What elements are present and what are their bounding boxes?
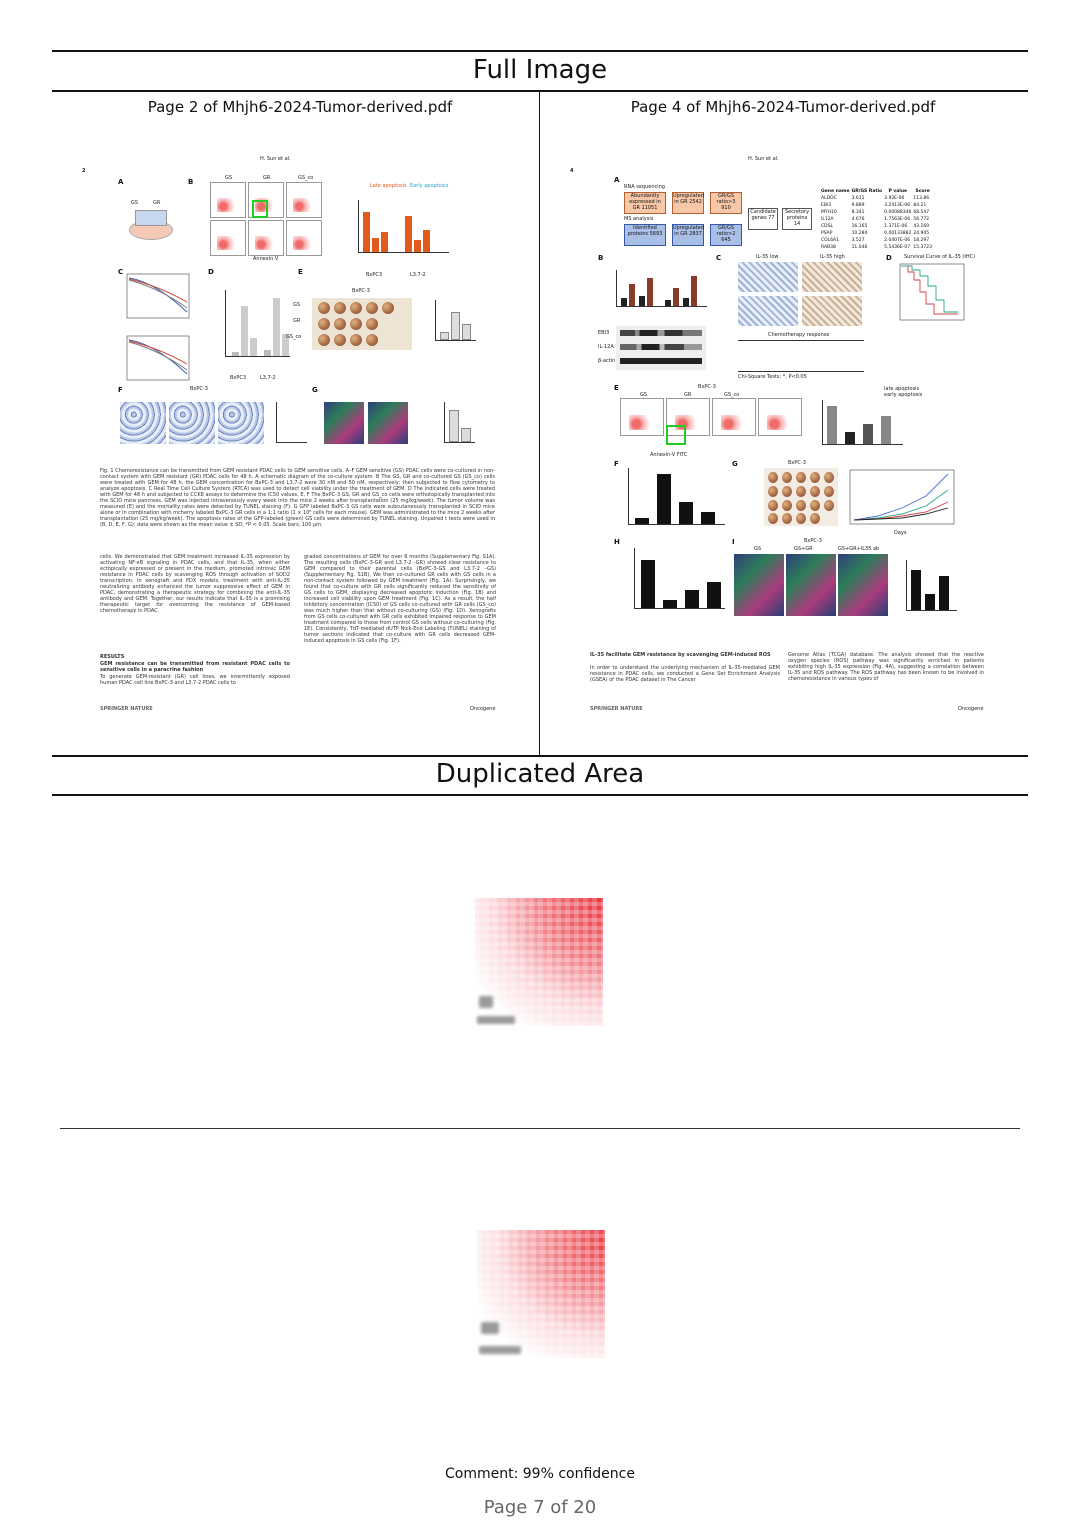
duplication-highlight-r — [666, 425, 686, 445]
r-e-gs: GS — [640, 392, 648, 398]
flow-box-5: Upregulated in GR 2837 — [672, 224, 704, 246]
g-image-gs — [324, 402, 364, 444]
b-xaxis: Annexin V — [253, 256, 279, 262]
r-i-img2 — [786, 554, 836, 616]
r-i-img3 — [838, 554, 888, 616]
flow-box-4: Identified proteins 5693 — [624, 224, 666, 246]
page-indicator: Page 7 of 20 — [483, 1497, 597, 1518]
rtca-curves-c — [125, 272, 195, 402]
pane-divider — [539, 91, 540, 755]
tunel-f — [276, 402, 307, 443]
table-row: COL6A1 3.527 2.0407E-06 18.297 — [821, 238, 930, 243]
survival-title: Survival Curve of IL-35 (IHC) — [904, 254, 976, 260]
panel-label-f: F — [118, 386, 123, 394]
gene-table-header: Gene name GR/GS Ratio P value Score — [821, 189, 930, 194]
g-image-gsgr — [368, 402, 408, 444]
r-panel-label-c: C — [716, 254, 722, 262]
chemo-table — [738, 340, 864, 372]
table-row: RAB38 11.046 5.5436E-07 15.3723 — [821, 245, 932, 250]
panel-label-a: A — [118, 178, 124, 186]
flow-box-1: Abundantly expressed in GR 11051 — [624, 192, 666, 214]
schematic-gr: GR — [153, 200, 161, 206]
results-heading: RESULTS — [100, 654, 125, 660]
e-row-gsco: GS_co — [286, 334, 302, 340]
table-row: MYH10 8.341 0.00088346 68.547 — [821, 210, 930, 215]
r-b-western — [616, 326, 706, 370]
page-number: 2 — [82, 168, 86, 174]
r-g-days: Days — [894, 530, 907, 536]
left-pane-title: Page 2 of Mhjh6-2024-Tumor-derived.pdf — [147, 98, 453, 116]
r-i-gsgrab: GS+GR+IL35 ab — [838, 546, 880, 552]
tumor-photo-e — [312, 298, 412, 350]
duplicated-crop-1 — [475, 898, 603, 1026]
flow-box-6: GR/GS ratio>2 645 — [710, 224, 742, 246]
d-group1: BxPC3 — [230, 375, 247, 381]
table-row: EBI3 9.889 3.2413E-06 84.21 — [821, 203, 927, 208]
r-panel-label-g: G — [732, 460, 738, 468]
tumor-volume-e — [435, 300, 476, 341]
f-title: BxPC-3 — [190, 386, 208, 392]
crop-separator — [60, 1128, 1020, 1129]
top-rule — [52, 50, 1028, 52]
tunel-g — [444, 402, 475, 443]
ihc-3 — [738, 296, 798, 326]
table-row: CDSL 16.165 1.371E-06 43.169 — [821, 224, 930, 229]
right-pdf-page — [568, 150, 988, 720]
running-head-r: H. Sun et al. — [748, 156, 779, 162]
wb-il12a: IL-12A — [598, 344, 614, 350]
ihc-2 — [802, 262, 862, 292]
e-row-gr: GR — [293, 318, 301, 324]
r-g-title: BxPC-3 — [788, 460, 806, 466]
b-col-gs: GS — [225, 175, 233, 181]
r-i-bars — [906, 560, 957, 611]
f-image-gr — [169, 402, 215, 444]
table-row: PSAP 10.284 0.00133882 24.945 — [821, 231, 930, 236]
r-g-tumors — [764, 468, 838, 526]
r-g-growth — [848, 468, 958, 528]
ihc-4 — [802, 296, 862, 326]
ihc-1 — [738, 262, 798, 292]
wb-ebi3: EBI3 — [598, 330, 610, 336]
r-panel-label-i: I — [732, 538, 735, 546]
r-legend-early: early apoptosis — [884, 392, 923, 398]
confidence-comment: Comment: 99% confidence — [445, 1466, 635, 1482]
panel-label-g: G — [312, 386, 318, 394]
chemo-note: Chi-Square Tests: *, P<0.05 — [738, 374, 807, 380]
r-i-gsgr: GS+GR — [794, 546, 813, 552]
results-subheading: GEM resistance can be transmitted from resistant PDAC cells to sensitive cells in a paracrine fashion — [100, 661, 290, 673]
r-panel-label-f: F — [614, 460, 619, 468]
b-group2: L3.7-2 — [410, 272, 426, 278]
fig1-caption: Fig. 1 Chemoresistance can be transmitted from GEM resistant PDAC cells to GEM sensitive cells. A–F GEM sensitive (GS) PDAC cells were co-cultured in non-contact system with GEM resistant (GR) PDAC cells for 48 h. A schematic diagram of the co-culture system. B The GS, GR and co-cultured GS (GS_co) cells were treated with GEM for 48 h, the GEM concentration for BxPC-3 and L3.7-2 were 30 nM and 50 nM, respectively; then subjected to flow cytometry to analyze apoptosis. C Real Time Cell Culture System (RTCA) was used to detect cell viability under the treatment of GEM. D The indicated cells were treated with GEM for 48 h and subjected to CCK8 assays to determine the IC50 values. E, F The BxPC-3 GS, GR and GS_co cells were orthotopically transplanted into the SCID mice pancreas. GEM was injected intravenously every week into the mice 2 weeks after transplantation (25 mg/kg/week). The tumor volume was measured (E) and the mortality rates were detected by TUNEL staining (F). G GFP labeled BxPC-3 GS cells were subcutaneously transplanted in SCID mice alone or in combination with mcherry labeled BxPC-3 GR cells in a 1:1 ratio (1 × 10⁶ cells for each mouse). GEM was administrated to the mice 2 weeks after transplantation (25 mg/kg/week). The apoptosis rates of the GFP-labeled (green) GS cells were determined by TUNEL staining. Unpaired t tests were used in (B, D, E, F, G); data were shown as the mean value ± SD; *P < 0.05. Scale bars, 100 μm. — [100, 468, 495, 528]
coculture-schematic — [125, 190, 175, 246]
gene-table — [820, 188, 933, 251]
flow-ms: MS analysis — [624, 216, 654, 222]
schematic-gs: GS — [131, 200, 139, 206]
survival-curve — [898, 262, 968, 324]
legend-late: Late apoptosis — [370, 183, 407, 189]
r-i-title: BxPC-3 — [804, 538, 822, 544]
r-panel-label-b: B — [598, 254, 604, 262]
r-col2: Genome Atlas (TCGA) database. The analysis showed that the reactive oxygen species (ROS) pathway was significantly enriched in patients exhibiting high IL-35 expression (Fig. 4A), suggesting a correlation between IL-35 and ROS pathway. The ROS pathway has been known to be involved in chemoresistance in various types of — [788, 652, 984, 682]
r-e-title: BxPC-3 — [698, 384, 716, 390]
c-il35-high: IL-35 high — [820, 254, 845, 260]
running-head: H. Sun et al. — [260, 156, 291, 162]
flow-box-8: Secretory proteins 14 — [782, 208, 812, 230]
r-heading: IL-35 facilitate GEM resistance by scavenging GEM-induced ROS — [590, 652, 771, 658]
r-footer-journal: Oncogene — [958, 706, 984, 712]
r-panel-label-d: D — [886, 254, 892, 262]
c-il35-low: IL-35 low — [756, 254, 779, 260]
b-group1: BxPC3 — [366, 272, 383, 278]
duplicated-crop-2 — [477, 1230, 605, 1358]
panel-label-b: B — [188, 178, 194, 186]
legend-early: Early apoptosis — [410, 183, 449, 189]
e-title: BxPC-3 — [352, 288, 370, 294]
left-col1: cells. We demonstrated that GEM treatment increased IL-35 expression by activating NF-κB signaling in PDAC cells, and that IL-35, when either ectopically expressed or present in the medium, promoted intrinsic GEM resistance in PDAC cells by scavenging ROS through activation of SOD2 transcription. In xenograft and PDX models, treatment with anti-IL-35 neutralizing antibody enhanced the tumor suppressive effect of GEM in PDAC, demonstrating a therapeutic strategy for combining the anti-IL-35 antibody and GEM. Together, our results indicate that IL-35 is a promising therapeutic target for overcoming the resistance of GEM-based chemotherapy in PDAC. — [100, 554, 290, 614]
duplicated-area-heading: Duplicated Area — [435, 759, 645, 789]
right-pane-title: Page 4 of Mhjh6-2024-Tumor-derived.pdf — [630, 98, 936, 116]
f-image-gsco — [218, 402, 264, 444]
page-number-r: 4 — [570, 168, 574, 174]
duplicated-rule — [52, 794, 1028, 796]
d-group2: L3.7-2 — [260, 375, 276, 381]
table-row: IL12A 4.676 1.7563E-06 56.772 — [821, 217, 930, 222]
left-col2: graded concentrations of GEM for over 6 months (Supplementary Fig. S1A). The resulting cells (BxPC-3-GR and L3.7-2 -GR) showed clear resistance to GEM compared to their parental cells (BxPC-3-GS and L3.7-2 –GS) (Supplementary Fig. S1B). We then co-cultured GR cells with GS cells in a non-contact system followed by GEM treatment (Fig. 1A). Surprisingly, we found that co-culture with GR cells significantly reduced the sensitivity of GS cells to GEM, displaying decreased apoptotic induction (Fig. 1B) and increased cell viability upon GEM treatment (Fig. 1C). As a result, the half inhibitory concentration (IC50) of GS cells co-cultured with GR cells (GS_co) was much higher than that without co-culturing (GS) (Fig. 1D). Xenografts from GS cells co-cultured with GR cells exhibited impaired response to GEM treatment compared to those from control GS cells without co-culturing (Fig. 1E). Consistently, TdT-mediated dUTP Nick-End Labeling (TUNEL) staining of tumor sections indicated that co-culture with GR cells decreased GEM-induced apoptosis in GS cells (Fig. 1F). — [304, 554, 496, 644]
r-panel-label-h: H — [614, 538, 620, 546]
panel-label-e: E — [298, 268, 303, 276]
ic50-bars-d — [225, 290, 290, 357]
duplication-highlight — [252, 200, 268, 218]
chemo-title: Chemotherapy response — [768, 332, 830, 338]
flow-box-2: Upregulated in GR 2542 — [672, 192, 704, 214]
r-panel-label-a: A — [614, 176, 620, 184]
r-e-xaxis: Annexin-V FITC — [650, 452, 688, 458]
r-panel-label-e: E — [614, 384, 619, 392]
footer-publisher: SPRINGER NATURE — [100, 706, 153, 712]
r-e-gr: GR — [684, 392, 692, 398]
r-f-bars — [628, 468, 725, 525]
panel-label-c: C — [118, 268, 124, 276]
table-row: ALDOC 3.611 3.92E-06 113.86 — [821, 196, 930, 201]
r-h-bars — [634, 548, 725, 609]
full-image-heading: Full Image — [472, 55, 608, 85]
left-pdf-page — [80, 150, 500, 720]
e-row-gs: GS — [293, 302, 301, 308]
r-b-bars — [616, 270, 707, 307]
r-i-img1 — [734, 554, 784, 616]
r-legend-late: late apoptosis — [884, 386, 920, 392]
r-i-gs: GS — [754, 546, 762, 552]
flow-rna: RNA sequencing — [624, 184, 665, 190]
r-col1: In order to understand the underlying mechanism of IL-35-mediated GEM resistance in PDAC cells, we conducted a Gene Set Enrichment Analysis (GSEA) of the PDAC dataset in The Cancer — [590, 665, 780, 683]
left-col1b: To generate GEM-resistant (GR) cell lines, we intermittently exposed human PDAC cell line BxPC-3 and L3.7-2 PDAC cells to — [100, 674, 290, 686]
f-image-gs — [120, 402, 166, 444]
r-footer-publisher: SPRINGER NATURE — [590, 706, 643, 712]
r-e-apoptosis-bars — [822, 400, 903, 445]
wb-bactin: β-actin — [598, 358, 616, 364]
flow-box-7: Candidate genes 77 — [748, 208, 778, 230]
footer-journal: Oncogene — [470, 706, 496, 712]
flow-box-3: GR/GS ratio>3 910 — [710, 192, 742, 214]
r-e-gsco: GS_co — [724, 392, 740, 398]
b-col-gr: GR — [263, 175, 271, 181]
b-col-gsco: GS_co — [298, 175, 314, 181]
panel-label-d: D — [208, 268, 214, 276]
